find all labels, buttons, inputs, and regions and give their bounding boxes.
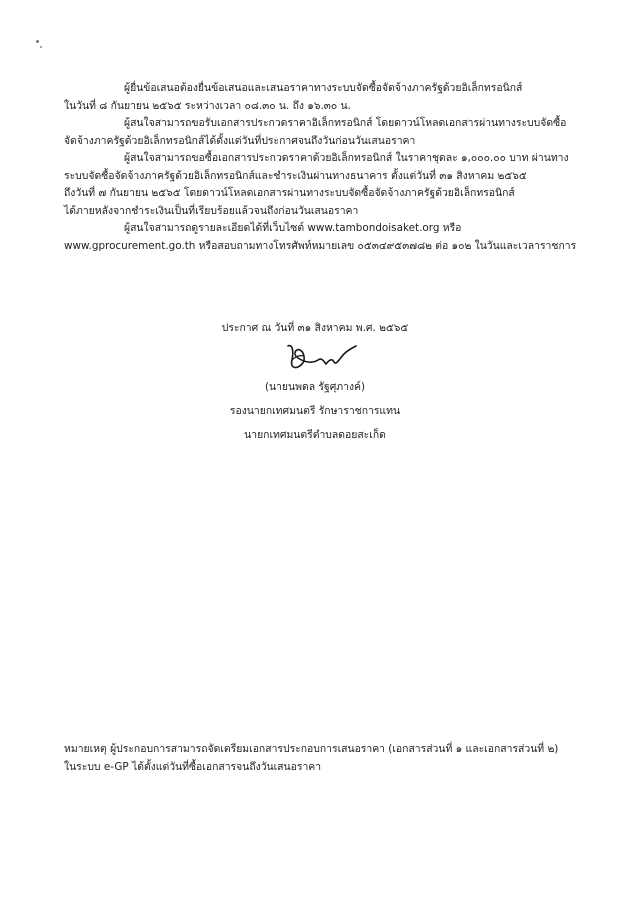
signer-organization: นายกเทศมนตรีตำบลดอยสะเก็ด <box>244 429 386 441</box>
signature-icon <box>282 340 362 374</box>
signer-block <box>150 378 480 443</box>
paragraph-1-line-2: ในวันที่ ๘ กันยายน ๒๕๖๕ ระหว่างเวลา ๐๘.๓๐ น. ถึง ๑๖.๓๐ น. <box>64 99 351 112</box>
paragraph-3-line-3: ถึงวันที่ ๗ กันยายน ๒๕๖๕ โดยดาวน์โหลดเอกสารผ่านทางระบบจัดซื้อจัดจ้างภาครัฐด้วยอิเล็กทรอนิกส์ <box>64 187 515 199</box>
paragraph-4-line-2: www.gprocurement.go.th หรือสอบถามทางโทรศัพท์หมายเลข ๐๕๓๔๙๕๓๗๘๒ ต่อ ๑๐๒ ในวันและเวลาราชการ <box>64 239 577 252</box>
paragraph-1-line-1: ผู้ยื่นข้อเสนอต้องยื่นข้อเสนอและเสนอราคาทางระบบจัดซื้อจัดจ้างภาครัฐด้วยอิเล็กทรอนิกส์ <box>124 82 523 94</box>
footnote-line-1: หมายเหตุ ผู้ประกอบการสามารถจัดเตรียมเอกสารประกอบการเสนอราคา (เอกสารส่วนที่ ๑ และเอกสารส่วนที่ ๒) <box>64 743 559 755</box>
paragraph-2-line-2: จัดจ้างภาครัฐด้วยอิเล็กทรอนิกส์ได้ตั้งแต่วันที่ประกาศจนถึงวันก่อนวันเสนอราคา <box>64 134 416 147</box>
paragraph-3-line-1: ผู้สนใจสามารถขอซื้อเอกสารประกวดราคาด้วยอิเล็กทรอนิกส์ ในราคาชุดละ ๑,๐๐๐.๐๐ บาท ผ่านทาง <box>124 152 569 164</box>
signer-position: รองนายกเทศมนตรี รักษาราชการแทน <box>229 405 401 417</box>
paragraph-2-line-1: ผู้สนใจสามารถขอรับเอกสารประกวดราคาอิเล็กทรอนิกส์ โดยดาวน์โหลดเอกสารผ่านทางระบบจัดซื้อ <box>124 117 567 129</box>
footnote-line-2: ในระบบ e-GP ได้ตั้งแต่วันที่ซื้อเอกสารจนถึงวันเสนอราคา <box>64 761 322 773</box>
announcement-date: ประกาศ ณ วันที่ ๓๑ สิงหาคม พ.ศ. ๒๕๖๕ <box>221 322 409 334</box>
scan-speck <box>40 46 42 48</box>
signer-name: (นายนพดล รัฐศุภางค์) <box>264 381 366 393</box>
bidding-section <box>64 80 604 255</box>
footnote <box>64 740 624 776</box>
scan-speck <box>36 40 39 43</box>
paragraph-3-line-4: ได้ภายหลังจากชำระเงินเป็นที่เรียบร้อยแล้วจนถึงก่อนวันเสนอราคา <box>64 204 359 217</box>
announcement-date-block <box>150 319 480 336</box>
paragraph-4-line-1: ผู้สนใจสามารถดูรายละเอียดได้ที่เว็บไซต์ www.tambondoisaket.org หรือ <box>124 222 462 234</box>
paragraph-3-line-2: ระบบจัดซื้อจัดจ้างภาครัฐด้วยอิเล็กทรอนิกส์และชำระเงินผ่านทางธนาคาร ตั้งแต่วันที่ ๓๑ สิงหาคม ๒๕๖๕ <box>64 169 527 182</box>
